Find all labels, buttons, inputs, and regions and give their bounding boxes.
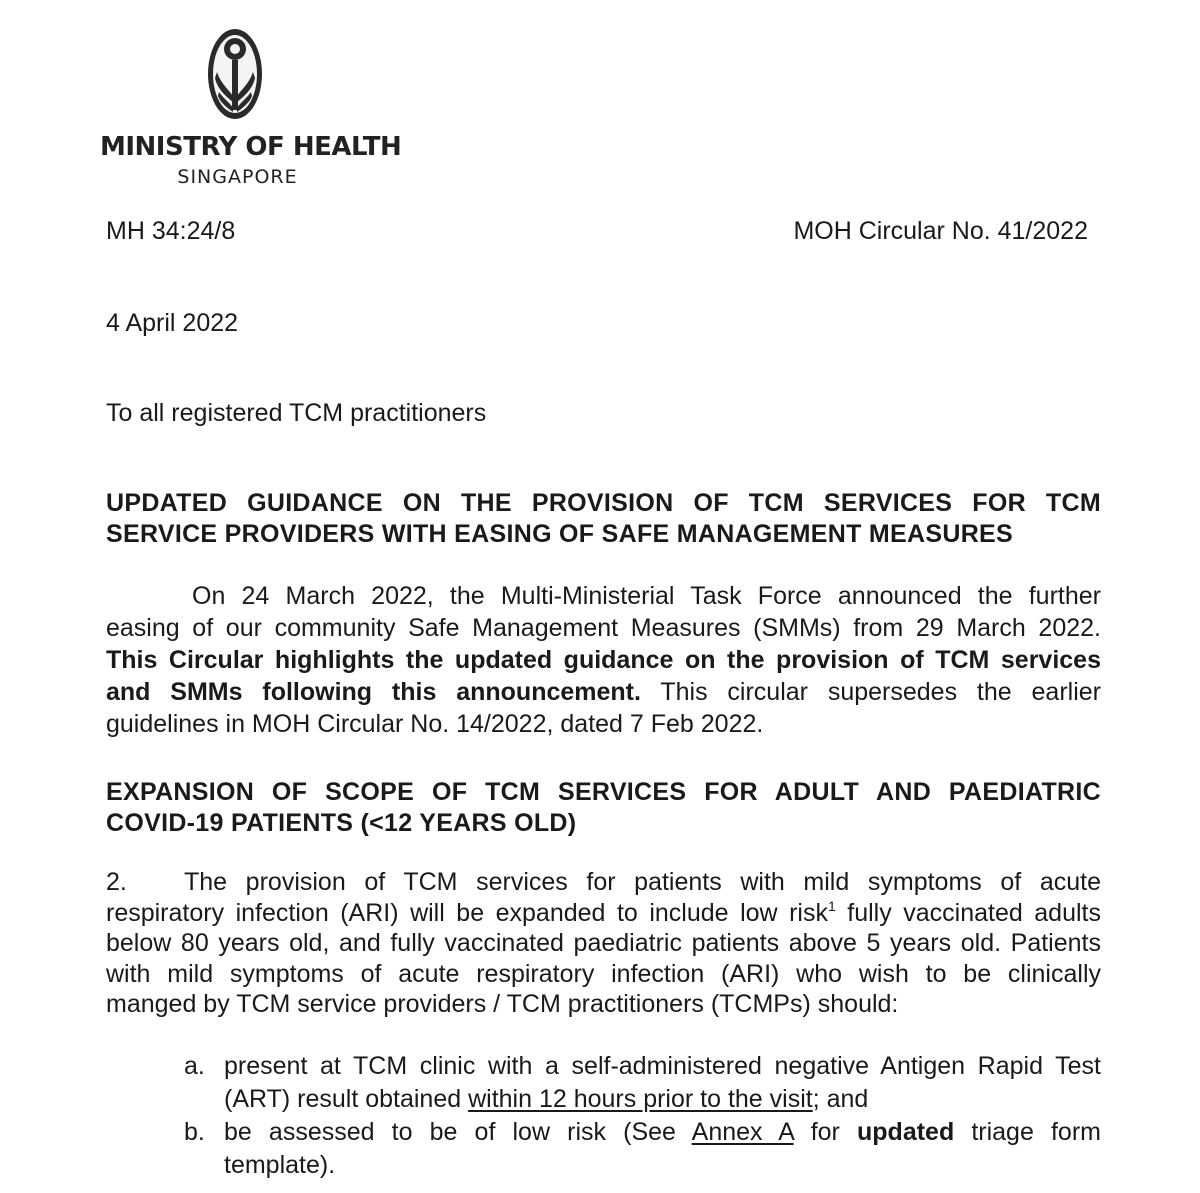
- list-marker: a.: [184, 1052, 205, 1080]
- paragraph-text: The provision of TCM services for patients with mild symptoms of acute: [184, 868, 1101, 896]
- title-line: UPDATED GUIDANCE ON THE PROVISION OF TCM SERVICES FOR TCM: [106, 489, 1101, 517]
- ministry-country: SINGAPORE: [177, 166, 298, 188]
- list-item-body: [224, 1116, 1101, 1182]
- paragraph-number: 2.: [106, 868, 127, 896]
- paragraph-line: manged by TCM service providers / TCM practitioners (TCMPs) should:: [106, 990, 899, 1018]
- moh-crest-icon: [205, 26, 265, 122]
- circular-number: MOH Circular No. 41/2022: [793, 217, 1088, 245]
- list-text: (ART) result obtained: [224, 1085, 469, 1113]
- list-text: for: [793, 1118, 857, 1146]
- paragraph-1: [106, 580, 1101, 740]
- ministry-name: MINISTRY OF HEALTH: [100, 132, 402, 162]
- paragraph-text: This circular supersedes the earlier: [640, 678, 1102, 706]
- paragraph-line: with mild symptoms of acute respiratory infection (ARI) who wish to be clinically: [106, 959, 1101, 988]
- section-heading-line: EXPANSION OF SCOPE OF TCM SERVICES FOR ADULT AND PAEDIATRIC: [106, 778, 1101, 806]
- section-heading: [106, 777, 1101, 839]
- paragraph-line: guidelines in MOH Circular No. 14/2022, dated 7 Feb 2022.: [106, 710, 764, 738]
- list-line: [224, 1083, 1101, 1116]
- list-line: template).: [224, 1151, 336, 1179]
- paragraph-line-mixed: [106, 676, 1101, 708]
- paragraph-line: [106, 867, 1101, 898]
- list-text: be assessed to be of low risk (See: [224, 1118, 692, 1146]
- list-marker: b.: [184, 1118, 205, 1146]
- paragraph-line: On 24 March 2022, the Multi-Ministerial Task Force announced the further: [192, 582, 1101, 610]
- paragraph-2: [106, 867, 1101, 1020]
- addressee: To all registered TCM practitioners: [106, 399, 487, 427]
- bold-phrase: updated: [857, 1118, 955, 1146]
- paragraph-text: respiratory infection (ARI) will be expanded to include low risk: [106, 898, 828, 927]
- section-heading-line: COVID-19 PATIENTS (<12 YEARS OLD): [106, 809, 577, 837]
- list-line: present at TCM clinic with a self-administered negative Antigen Rapid Test: [224, 1052, 1101, 1080]
- list-item: [184, 1116, 1101, 1182]
- paragraph-line-bold: This Circular highlights the updated guidance on the provision of TCM services: [106, 646, 1101, 674]
- list-text: ; and: [812, 1085, 869, 1113]
- list-text: triage form: [954, 1118, 1101, 1146]
- list-item: [184, 1050, 1101, 1116]
- circular-title: [106, 488, 1101, 550]
- list-line: [224, 1116, 1101, 1149]
- underlined-phrase: within 12 hours prior to the visit: [468, 1085, 813, 1113]
- paragraph-line: easing of our community Safe Management Measures (SMMs) from 29 March 2022.: [106, 614, 1101, 642]
- bold-phrase: and SMMs following this announcement.: [106, 678, 641, 706]
- letterhead: [100, 26, 402, 188]
- paragraph-text: fully vaccinated adults: [835, 898, 1101, 927]
- annex-a-link[interactable]: Annex A: [691, 1118, 794, 1146]
- file-reference: MH 34:24/8: [106, 217, 236, 245]
- paragraph-line: below 80 years old, and fully vaccinated paediatric patients above 5 years old. Patients: [106, 929, 1101, 957]
- footnote-marker[interactable]: 1: [827, 897, 836, 914]
- list-item-body: [224, 1050, 1101, 1116]
- title-line: SERVICE PROVIDERS WITH EASING OF SAFE MANAGEMENT MEASURES: [106, 520, 1014, 548]
- circular-date: 4 April 2022: [106, 309, 239, 337]
- paragraph-line: [106, 898, 1101, 929]
